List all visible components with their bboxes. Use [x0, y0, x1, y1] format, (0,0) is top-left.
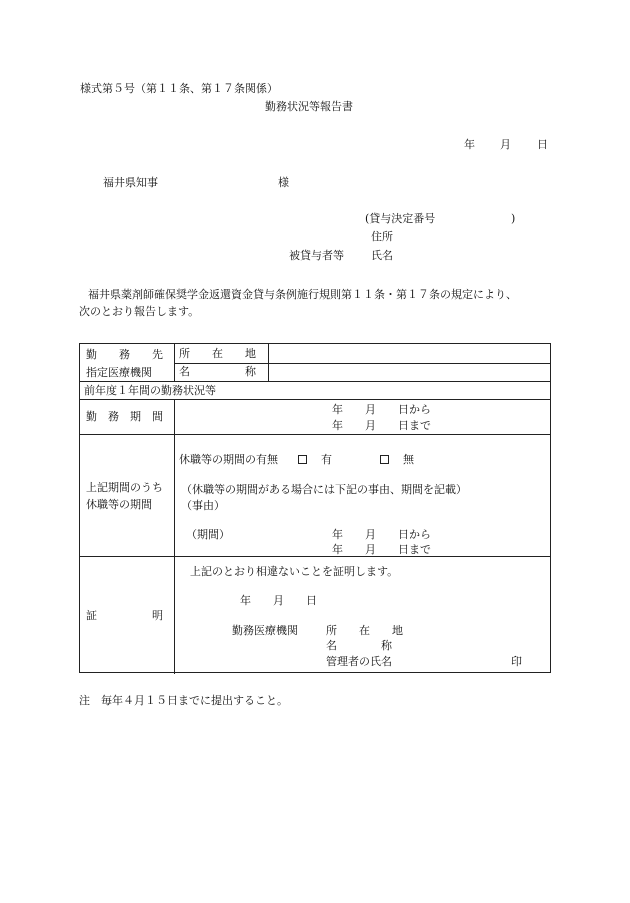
- loan-number-close: ): [511, 212, 516, 225]
- employer-label-1: 勤 務 先: [86, 348, 163, 361]
- form-number: 様式第５号（第１１条、第１７条関係）: [80, 82, 278, 95]
- date-month: 月: [500, 138, 511, 151]
- address-label: 住所: [371, 230, 393, 243]
- work-period-to: 年 月 日まで: [332, 419, 431, 432]
- leave-note: （休職等の期間がある場合には下記の事由、期間を記載）: [181, 483, 467, 496]
- leave-label-2: 休職等の期間: [86, 498, 152, 511]
- leave-label-1: 上記期間のうち: [86, 481, 163, 494]
- addressee-name: 福井県知事: [103, 176, 158, 189]
- date-day: 日: [537, 138, 548, 151]
- institution-location-label: 所 在 地: [326, 624, 403, 637]
- document-title: 勤務状況等報告書: [265, 100, 353, 113]
- leave-period-label: （期間）: [186, 528, 230, 541]
- option-yes[interactable]: [298, 454, 332, 465]
- date-year: 年: [464, 138, 475, 151]
- option-no-label: 無: [403, 453, 414, 466]
- loan-number-label: (貸与決定番号: [365, 212, 436, 225]
- employer-name-field[interactable]: [269, 364, 550, 380]
- location-label: 所 在 地: [179, 347, 256, 360]
- checkbox-yes-icon[interactable]: [298, 455, 307, 464]
- body-text-line1: 福井県薬剤師確保奨学金返還資金貸与条例施行規則第１１条・第１７条の規定により、: [88, 288, 517, 301]
- body-text-line2: 次のとおり報告します。: [79, 305, 200, 318]
- employer-location-field[interactable]: [269, 345, 550, 362]
- seal-mark: 印: [511, 655, 522, 668]
- reason-label: （事由）: [181, 499, 225, 512]
- checkbox-no-icon[interactable]: [380, 455, 389, 464]
- work-period-from: 年 月 日から: [332, 403, 431, 416]
- leave-period-to: 年 月 日まで: [332, 543, 431, 556]
- prev-year-label: 前年度１年間の勤務状況等: [84, 384, 216, 397]
- manager-name-label: 管理者の氏名: [326, 655, 392, 668]
- employer-label-2: 指定医療機関: [86, 366, 152, 379]
- cert-date: 年 月 日: [240, 594, 317, 607]
- work-period-label: 勤 務 期 間: [86, 410, 163, 423]
- cert-text: 上記のとおり相違ないことを証明します。: [190, 565, 399, 578]
- addressee-honorific: 様: [278, 176, 289, 189]
- cert-label: 証 明: [86, 609, 163, 622]
- name-field-label: 名 称: [179, 365, 256, 378]
- institution-label: 勤務医療機関: [232, 624, 298, 637]
- report-form-table: [79, 343, 551, 673]
- option-yes-label: 有: [321, 453, 332, 466]
- option-no[interactable]: [380, 454, 414, 465]
- borrower-name-label: 氏名: [371, 249, 393, 262]
- institution-name-label: 名 称: [326, 639, 392, 652]
- leave-question: 休職等の期間の有無: [179, 453, 278, 466]
- leave-period-from: 年 月 日から: [332, 528, 431, 541]
- footnote: 注 毎年４月１５日までに提出すること。: [79, 694, 288, 707]
- borrower-role-label: 被貸与者等: [289, 249, 344, 262]
